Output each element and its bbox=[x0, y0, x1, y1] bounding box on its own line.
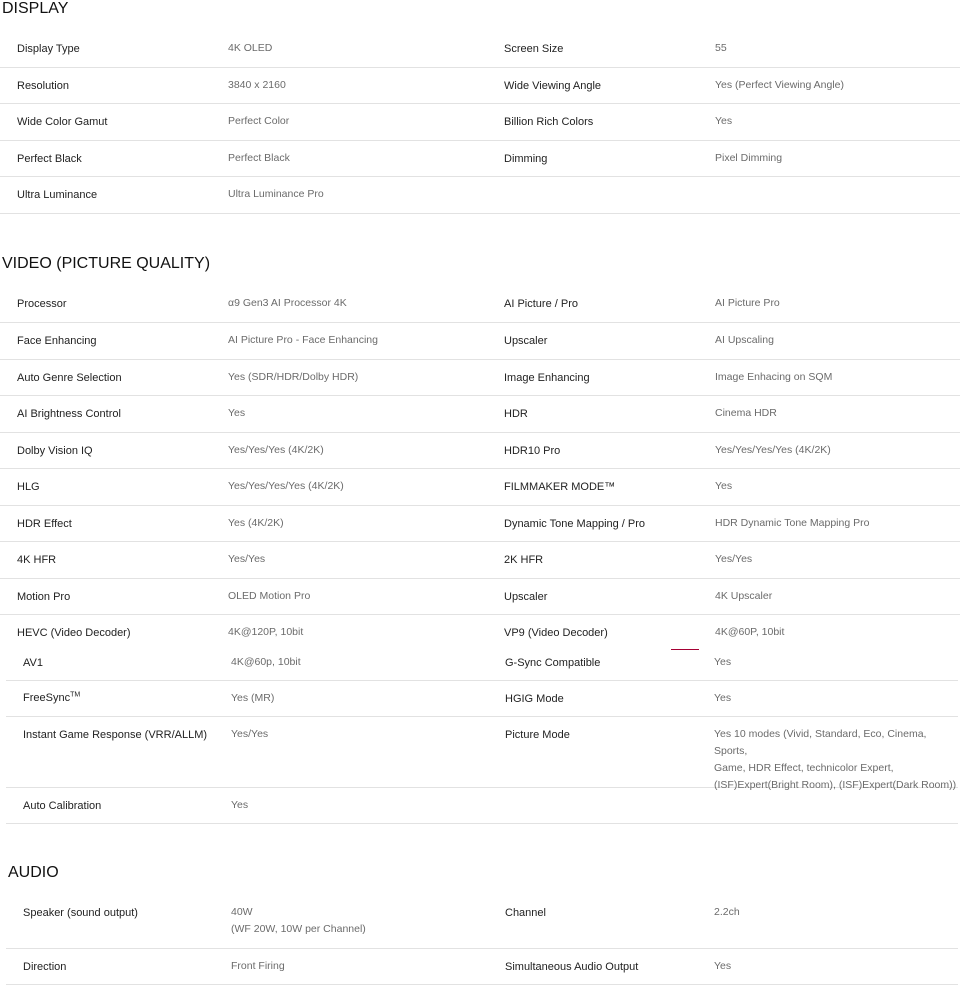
spec-label: Dynamic Tone Mapping / Pro bbox=[504, 518, 646, 530]
spec-label: Perfect Black bbox=[17, 153, 82, 165]
spec-value: Ultra Luminance Pro bbox=[228, 188, 324, 200]
section-title-audio: AUDIO bbox=[8, 864, 59, 881]
spec-value: Yes bbox=[715, 115, 733, 127]
spec-label bbox=[23, 690, 80, 706]
spec-label: Face Enhancing bbox=[17, 335, 97, 347]
spec-value: 3840 x 2160 bbox=[228, 79, 286, 91]
spec-value: Yes (MR) bbox=[231, 692, 275, 704]
spec-label: HDR bbox=[504, 408, 528, 420]
spec-label: 4K HFR bbox=[17, 554, 57, 566]
spec-value: Yes 10 modes (Vivid, Standard, Eco, Cinema, Sports, Game, HDR Effect, technicolor Expert, (ISF)Expert(Bright Room), (ISF)Expert(Dark Room)) bbox=[714, 728, 957, 791]
spec-value: Image Enhacing on SQM bbox=[715, 371, 833, 383]
spec-label: Ultra Luminance bbox=[17, 189, 98, 201]
spec-label: Upscaler bbox=[504, 335, 548, 347]
spec-label: Speaker (sound output) bbox=[23, 907, 138, 919]
spec-value: AI Picture Pro - Face Enhancing bbox=[228, 334, 378, 346]
spec-label: Motion Pro bbox=[17, 591, 71, 603]
spec-row bbox=[0, 104, 960, 141]
spec-row bbox=[6, 681, 958, 717]
spec-row bbox=[0, 506, 960, 542]
spec-value: 4K OLED bbox=[228, 42, 273, 54]
spec-value: Cinema HDR bbox=[715, 407, 777, 419]
spec-value: Yes bbox=[714, 656, 732, 668]
spec-value: 40W (WF 20W, 10W per Channel) bbox=[231, 906, 366, 935]
spec-row bbox=[0, 323, 960, 360]
spec-value: Front Firing bbox=[231, 960, 285, 972]
spec-label: Auto Calibration bbox=[23, 800, 102, 812]
spec-label: Upscaler bbox=[504, 591, 548, 603]
spec-value: Yes bbox=[714, 692, 732, 704]
spec-value: Yes/Yes/Yes/Yes (4K/2K) bbox=[715, 444, 831, 456]
spec-row bbox=[6, 650, 958, 681]
spec-label: HGIG Mode bbox=[505, 693, 564, 705]
spec-row bbox=[0, 286, 960, 323]
spec-value: Yes/Yes/Yes/Yes (4K/2K) bbox=[228, 480, 344, 492]
spec-value: Yes/Yes/Yes (4K/2K) bbox=[228, 444, 324, 456]
spec-value: Yes bbox=[228, 407, 246, 419]
spec-value: OLED Motion Pro bbox=[228, 590, 311, 602]
spec-value: Yes (4K/2K) bbox=[228, 517, 284, 529]
freesync-label: FreeSync bbox=[23, 692, 71, 704]
spec-label: AV1 bbox=[23, 657, 43, 669]
spec-label: HDR Effect bbox=[17, 518, 72, 530]
spec-label: G-Sync Compatible bbox=[505, 657, 601, 669]
spec-row bbox=[6, 788, 958, 824]
spec-row bbox=[0, 396, 960, 433]
spec-label: Wide Color Gamut bbox=[17, 116, 108, 128]
spec-value: AI Picture Pro bbox=[715, 297, 780, 309]
section-title-display: DISPLAY bbox=[2, 0, 69, 17]
spec-value: Yes/Yes bbox=[231, 728, 269, 740]
spec-label: AI Picture / Pro bbox=[504, 298, 578, 310]
spec-label: Wide Viewing Angle bbox=[504, 80, 602, 92]
spec-value: HDR Dynamic Tone Mapping Pro bbox=[715, 517, 870, 529]
spec-row bbox=[0, 177, 960, 214]
spec-label: Instant Game Response (VRR/ALLM) bbox=[23, 729, 208, 741]
spec-row bbox=[0, 542, 960, 579]
spec-label: HEVC (Video Decoder) bbox=[17, 627, 131, 639]
spec-row bbox=[0, 433, 960, 469]
spec-value: Yes (Perfect Viewing Angle) bbox=[715, 79, 844, 91]
spec-value: Perfect Black bbox=[228, 152, 290, 164]
spec-value: Yes (SDR/HDR/Dolby HDR) bbox=[228, 371, 359, 383]
spec-value: Perfect Color bbox=[228, 115, 290, 127]
spec-label: Display Type bbox=[17, 43, 80, 55]
spec-label: 2K HFR bbox=[504, 554, 544, 566]
spec-label: Dimming bbox=[504, 153, 548, 165]
spec-value: Yes bbox=[714, 960, 732, 972]
spec-row bbox=[0, 579, 960, 615]
spec-value: 2.2ch bbox=[714, 906, 740, 918]
spec-value: Yes bbox=[231, 799, 249, 811]
spec-row bbox=[6, 949, 958, 985]
spec-label: Auto Genre Selection bbox=[17, 372, 122, 384]
spec-label: AI Brightness Control bbox=[17, 408, 121, 420]
spec-value: 55 bbox=[715, 42, 727, 54]
spec-value: Pixel Dimming bbox=[715, 152, 783, 164]
spec-value: AI Upscaling bbox=[715, 334, 774, 346]
spec-label: Billion Rich Colors bbox=[504, 116, 594, 128]
spec-label: Direction bbox=[23, 961, 67, 973]
spec-row bbox=[0, 360, 960, 396]
spec-row bbox=[0, 68, 960, 104]
spec-row bbox=[6, 717, 958, 791]
section-title-video: VIDEO (PICTURE QUALITY) bbox=[2, 255, 211, 272]
spec-label: Picture Mode bbox=[505, 729, 570, 741]
spec-value: Yes bbox=[715, 480, 733, 492]
spec-row bbox=[6, 895, 958, 949]
spec-value: 4K@120P, 10bit bbox=[228, 626, 304, 638]
spec-value: 4K Upscaler bbox=[715, 590, 773, 602]
spec-value: Yes/Yes bbox=[228, 553, 266, 565]
spec-label: Screen Size bbox=[504, 43, 564, 55]
spec-row bbox=[0, 31, 960, 68]
spec-label: Image Enhancing bbox=[504, 372, 590, 384]
spec-label: Simultaneous Audio Output bbox=[505, 961, 639, 973]
trademark-sup: TM bbox=[70, 691, 81, 699]
spec-label: Resolution bbox=[17, 80, 69, 92]
spec-label: HLG bbox=[17, 481, 40, 493]
spec-row bbox=[0, 469, 960, 506]
spec-label: Processor bbox=[17, 298, 67, 310]
spec-value: 4K@60p, 10bit bbox=[231, 656, 301, 668]
spec-row bbox=[0, 615, 960, 650]
spec-value: Yes/Yes bbox=[715, 553, 753, 565]
spec-label: Channel bbox=[505, 907, 546, 919]
spec-label: Dolby Vision IQ bbox=[17, 445, 93, 457]
spec-row bbox=[0, 141, 960, 177]
spec-label: HDR10 Pro bbox=[504, 445, 561, 457]
spec-value: 4K@60P, 10bit bbox=[715, 626, 785, 638]
spec-label: VP9 (Video Decoder) bbox=[504, 627, 608, 639]
spec-label: FILMMAKER MODE™ bbox=[504, 481, 616, 493]
spec-value: α9 Gen3 AI Processor 4K bbox=[228, 297, 347, 309]
